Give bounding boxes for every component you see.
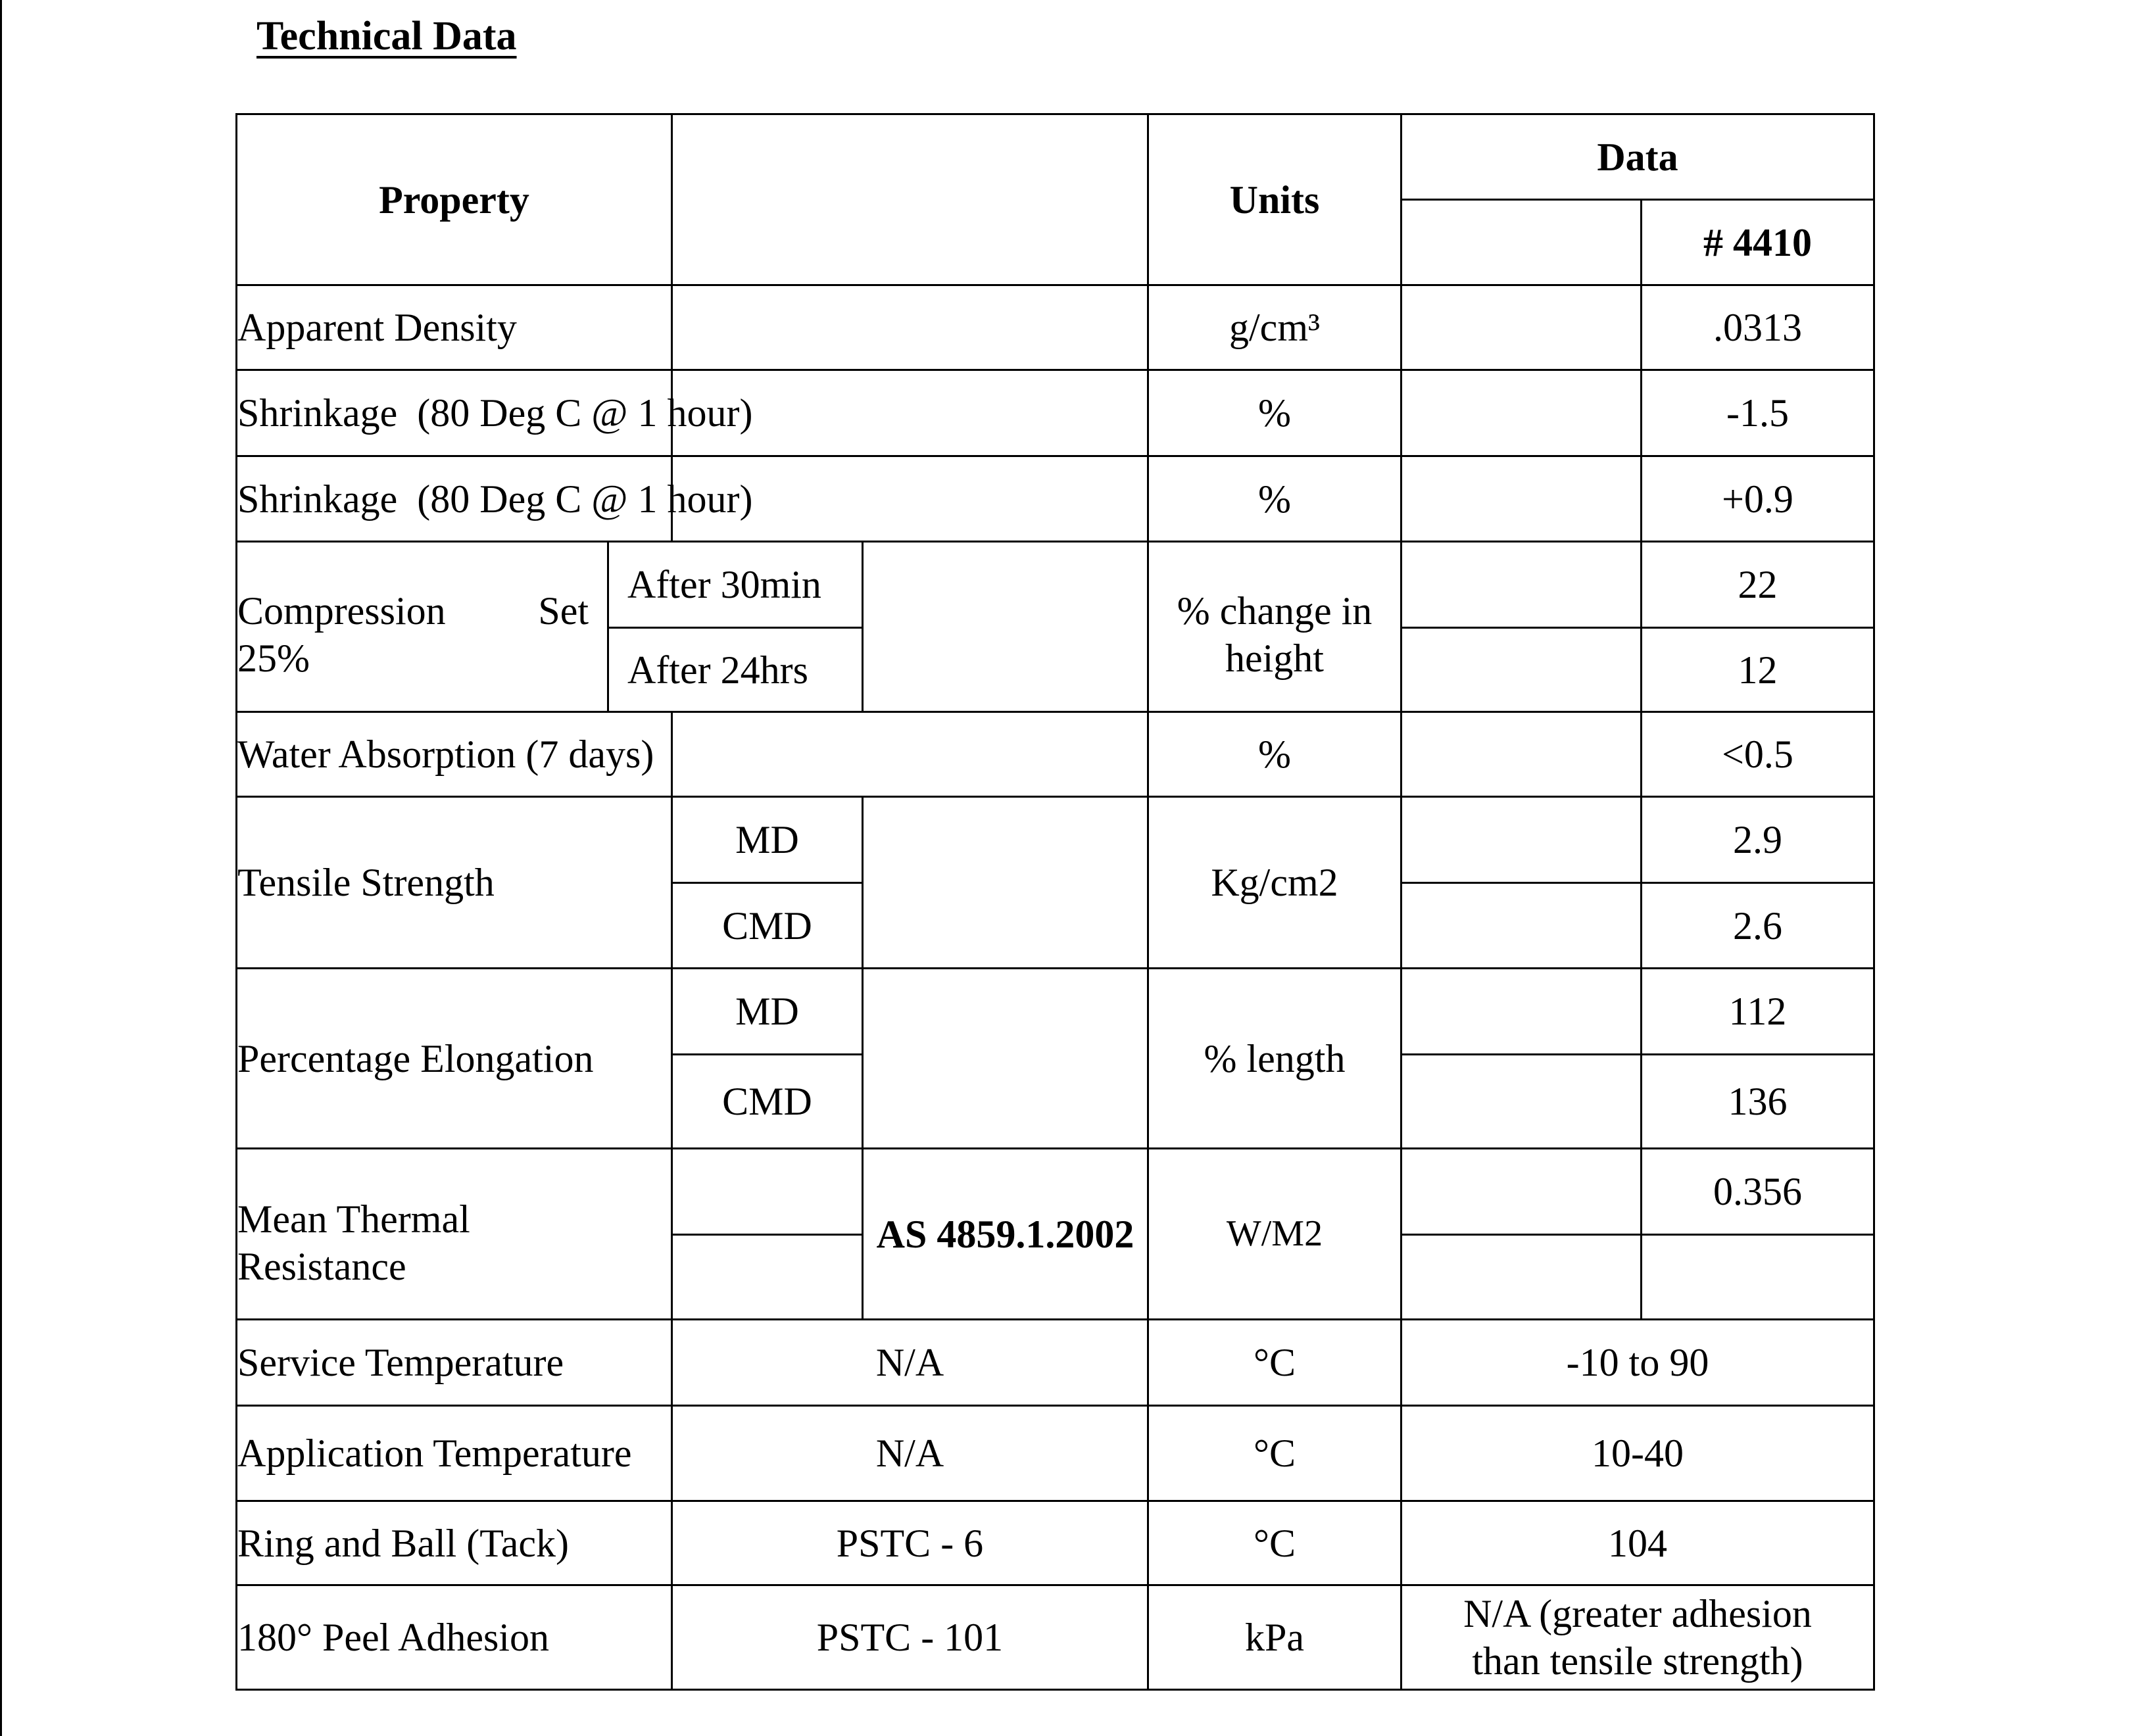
value-cell: 2.6 [1642,883,1874,969]
value-cell: 0.356 [1642,1149,1874,1235]
sub-property-cell [672,1149,863,1235]
method-cell [863,542,1148,712]
method-cell [863,969,1148,1149]
table-row [237,1149,1874,1235]
header-row [237,114,1874,200]
table-row [237,1585,1874,1690]
sub-property-cell [672,1235,863,1320]
compression-set-label-line [237,587,607,635]
value-cell: 104 [1401,1501,1874,1585]
data-blank-cell [1401,969,1642,1055]
sub-property-cell: MD [672,797,863,883]
data-blank-cell [1401,628,1642,712]
table-row [237,969,1874,1055]
value-cell: N/A (greater adhesion than tensile strength) [1401,1585,1874,1690]
value-cell: <0.5 [1642,712,1874,797]
sub-property-cell: After 24hrs [608,628,863,712]
units-cell: °C [1148,1320,1401,1406]
method-cell [672,285,1148,370]
data-blank-cell [1401,712,1642,797]
table-row [237,1406,1874,1501]
property-cell: Shrinkage (80 Deg C @ 1 hour) [237,370,672,456]
sub-property-cell: CMD [672,1055,863,1149]
table-row [237,542,1874,628]
method-cell: PSTC - 6 [672,1501,1148,1585]
value-cell [1642,1235,1874,1320]
table-row [237,456,1874,542]
method-cell: N/A [672,1406,1148,1501]
property-cell: Service Temperature [237,1320,672,1406]
data-header: Data [1401,114,1874,200]
table-row [237,1501,1874,1585]
property-header: Property [237,114,672,285]
sub-property-cell: After 30min [608,542,863,628]
value-cell: 136 [1642,1055,1874,1149]
units-cell: % length [1148,969,1401,1149]
data-blank-cell [1401,285,1642,370]
data-blank-cell [1401,1149,1642,1235]
method-cell: N/A [672,1320,1148,1406]
table-row [237,712,1874,797]
technical-data-table [235,113,1875,1691]
property-cell: Mean Thermal Resistance [237,1149,672,1320]
property-cell: Shrinkage (80 Deg C @ 1 hour) [237,456,672,542]
units-cell: g/cm³ [1148,285,1401,370]
table-row [237,797,1874,883]
table-row [237,1320,1874,1406]
method-cell [672,712,1148,797]
property-cell: Tensile Strength [237,797,672,969]
compression-label: Compression [237,589,446,633]
value-cell: 12 [1642,628,1874,712]
units-cell: °C [1148,1501,1401,1585]
units-cell: kPa [1148,1585,1401,1690]
value-cell: 2.9 [1642,797,1874,883]
data-blank-cell [1401,370,1642,456]
value-cell: -10 to 90 [1401,1320,1874,1406]
property-cell: 180° Peel Adhesion [237,1585,672,1690]
property-cell: Water Absorption (7 days) [237,712,672,797]
data-blank-cell [1401,456,1642,542]
property-cell: Percentage Elongation [237,969,672,1149]
method-cell: AS 4859.1.2002 [863,1149,1148,1320]
units-cell: °C [1148,1406,1401,1501]
units-cell: Kg/cm2 [1148,797,1401,969]
page-left-border [0,0,2,1736]
units-cell: % change in height [1148,542,1401,712]
method-header [672,114,1148,285]
units-cell: % [1148,712,1401,797]
value-cell: +0.9 [1642,456,1874,542]
table-row [237,370,1874,456]
compression-percent-label: 25% [237,637,310,680]
property-cell: Ring and Ball (Tack) [237,1501,672,1585]
method-cell [863,797,1148,969]
table-row [237,285,1874,370]
property-cell: Apparent Density [237,285,672,370]
value-cell: 112 [1642,969,1874,1055]
product-code-header: # 4410 [1642,200,1874,285]
page-title: Technical Data [256,14,517,59]
property-cell: Application Temperature [237,1406,672,1501]
set-label: Set [538,589,589,633]
units-cell: % [1148,370,1401,456]
data-blank-cell [1401,1055,1642,1149]
value-cell: -1.5 [1642,370,1874,456]
method-cell: PSTC - 101 [672,1585,1148,1690]
sub-property-cell: CMD [672,883,863,969]
data-blank-cell [1401,883,1642,969]
units-cell: % [1148,456,1401,542]
value-cell: 10-40 [1401,1406,1874,1501]
data-blank-cell [1401,1235,1642,1320]
data-blank-header [1401,200,1642,285]
value-cell: 22 [1642,542,1874,628]
units-cell: W/M2 [1148,1149,1401,1320]
data-blank-cell [1401,797,1642,883]
value-cell: .0313 [1642,285,1874,370]
property-cell [237,542,608,712]
sub-property-cell: MD [672,969,863,1055]
units-header: Units [1148,114,1401,285]
data-blank-cell [1401,542,1642,628]
